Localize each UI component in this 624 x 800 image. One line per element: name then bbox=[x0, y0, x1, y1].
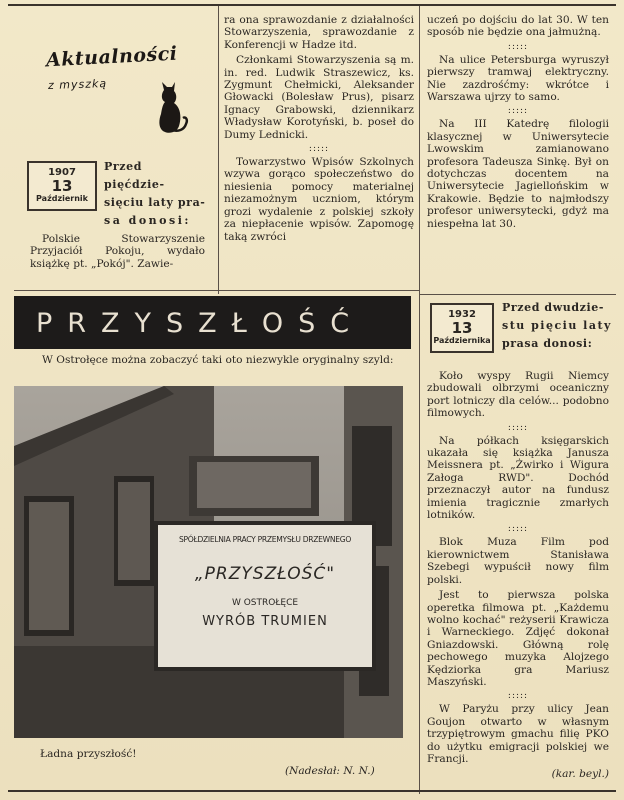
column-3 bbox=[427, 14, 609, 233]
top-rule bbox=[8, 4, 616, 6]
cat-icon bbox=[150, 80, 190, 138]
logo-subtitle: z myszką bbox=[47, 76, 108, 93]
paragraph: Na półkach księgarskich ukazała się książka Janusza Meissnera pt. „Żwirko i Wigura Załoga RWD". Dochód przeznaczył autor na fundusz imienia tragicznie zmarłych lotników. bbox=[427, 434, 609, 522]
przed-1932-heading bbox=[502, 299, 612, 353]
column-4 bbox=[427, 370, 609, 781]
divider bbox=[218, 6, 219, 294]
paragraph: Na ulice Petersburga wyruszył pierwszy tramwaj elektryczny. Nie zazdrośćmy: wkrótce i Warszawa ujrzy to samo. bbox=[427, 53, 609, 104]
paragraph: uczeń po dojściu do lat 30. W ten sposób nie będzie ona jałmużną. bbox=[427, 14, 609, 39]
calendar-year: 1907 bbox=[48, 167, 76, 178]
paragraph: Polskie Stowarzyszenie Przyjaciół Pokoju, wydało książkę pt. „Pokój". Zawie- bbox=[30, 233, 205, 270]
bottom-rule bbox=[8, 790, 616, 792]
divider bbox=[14, 290, 419, 291]
photo-caption: Ładna przyszłość! bbox=[40, 748, 137, 760]
calendar-month: Październik bbox=[36, 194, 88, 203]
sign-line-4: WYRÓB TRUMIEN bbox=[202, 614, 328, 629]
divider bbox=[419, 294, 616, 295]
sign-line-2: „PRZYSZŁOŚĆ" bbox=[194, 564, 336, 584]
przed-line: Przed pięćdzie- bbox=[104, 160, 165, 191]
przed-line: Przed dwudzie- bbox=[502, 301, 605, 314]
separator: ::::: bbox=[507, 422, 529, 433]
sign-line-3: W OSTROŁĘCE bbox=[231, 598, 299, 608]
separator: ::::: bbox=[308, 144, 330, 155]
paragraph: Na III Katedrę filologii klasycznej w Uniwersytecie Lwowskim zamianowano profesora Tadeusza Sinkę. Był on dotychczas docentem na Uniwersytecie Jagiellońskim w Krakowie. Będzie to najmłodszy profesor uniwersytecki, gdyż ma niespełna lat 30. bbox=[427, 118, 609, 230]
intro-text bbox=[30, 354, 406, 369]
sign-line-1: SPÓŁDZIELNIA PRACY PRZEMYSŁU DRZEWNEGO bbox=[179, 535, 351, 544]
divider bbox=[419, 6, 420, 794]
calendar-1932 bbox=[430, 303, 494, 353]
calendar-1907 bbox=[27, 161, 97, 211]
przed-line: sięciu laty pra- bbox=[104, 196, 206, 209]
aktualnosci-logo bbox=[38, 40, 198, 140]
calendar-year: 1932 bbox=[448, 309, 476, 320]
banner-title: PRZYSZŁOŚĆ bbox=[36, 308, 365, 339]
separator: ::::: bbox=[507, 691, 529, 702]
przed-1907-heading bbox=[104, 158, 206, 230]
paragraph: ra ona sprawozdanie z działalności Stowarzyszenia, sprawozdanie z Konferencji w Hadze itd. bbox=[224, 14, 414, 51]
przed-line: sa donosi: bbox=[104, 214, 191, 227]
nadeslal-signature: (Nadesłał: N. N.) bbox=[285, 765, 375, 777]
separator: ::::: bbox=[507, 106, 529, 117]
paragraph: Koło wyspy Rugii Niemcy zbudowali olbrzymi oceaniczny port lotniczy dla celów... podobno filmowych. bbox=[427, 370, 609, 420]
logo-title: Aktualności bbox=[45, 42, 178, 72]
separator: ::::: bbox=[507, 524, 529, 535]
calendar-day: 13 bbox=[51, 177, 73, 195]
przyszlosc-banner bbox=[14, 296, 411, 349]
paragraph: Jest to pierwsza polska operetka filmowa pt. „Każdemu wolno kochać" reżyserii Krawicza i Warneckiego. Zdjęć dokonał Gniazdowski. Główną rolę pechowego muzyka Alojzego Kędziorka gra Mariusz Maszyński. bbox=[427, 589, 609, 688]
column-1-text bbox=[30, 233, 205, 273]
sign-photo bbox=[14, 386, 403, 738]
paragraph: Członkami Stowarzyszenia są m. in. red. Ludwik Straszewicz, ks. Zygmunt Chełmicki, Aleksander Głowacki (Bolesław Prus), pisarz Ignacy Grabowski, dziennikarz Władysław Korotyński, b. poseł do Dumy Lednicki. bbox=[224, 54, 414, 141]
przed-line: prasa donosi: bbox=[502, 337, 593, 350]
column-2 bbox=[224, 14, 414, 246]
paragraph: W Paryżu przy ulicy Jean Goujon otwarto w własnym trzypiętrowym gmachu filię PKO do użytku emigracji polskiej we Francji. bbox=[427, 703, 609, 765]
sign-board bbox=[154, 521, 376, 671]
separator: ::::: bbox=[507, 41, 529, 52]
paragraph: Towarzystwo Wpisów Szkolnych wzywa gorąco społeczeństwo do niesienia pomocy materialnej niezamożnym uczniom, którym grozi wydalenie z polskiej szkoły za niepłacenie wpisów. Zapomogę taką zwróci bbox=[224, 156, 414, 243]
paragraph: Blok Muza Film pod kierownictwem Stanisława Szebegi wypuścił nowy film polski. bbox=[427, 536, 609, 586]
calendar-month: Października bbox=[433, 336, 491, 345]
col4-signature: (kar. beyl.) bbox=[551, 768, 609, 781]
paragraph: W Ostrołęce można zobaczyć taki oto niezwykle oryginalny szyld: bbox=[42, 354, 394, 366]
calendar-day: 13 bbox=[451, 319, 473, 337]
przed-line: stu pięciu laty bbox=[502, 319, 612, 332]
